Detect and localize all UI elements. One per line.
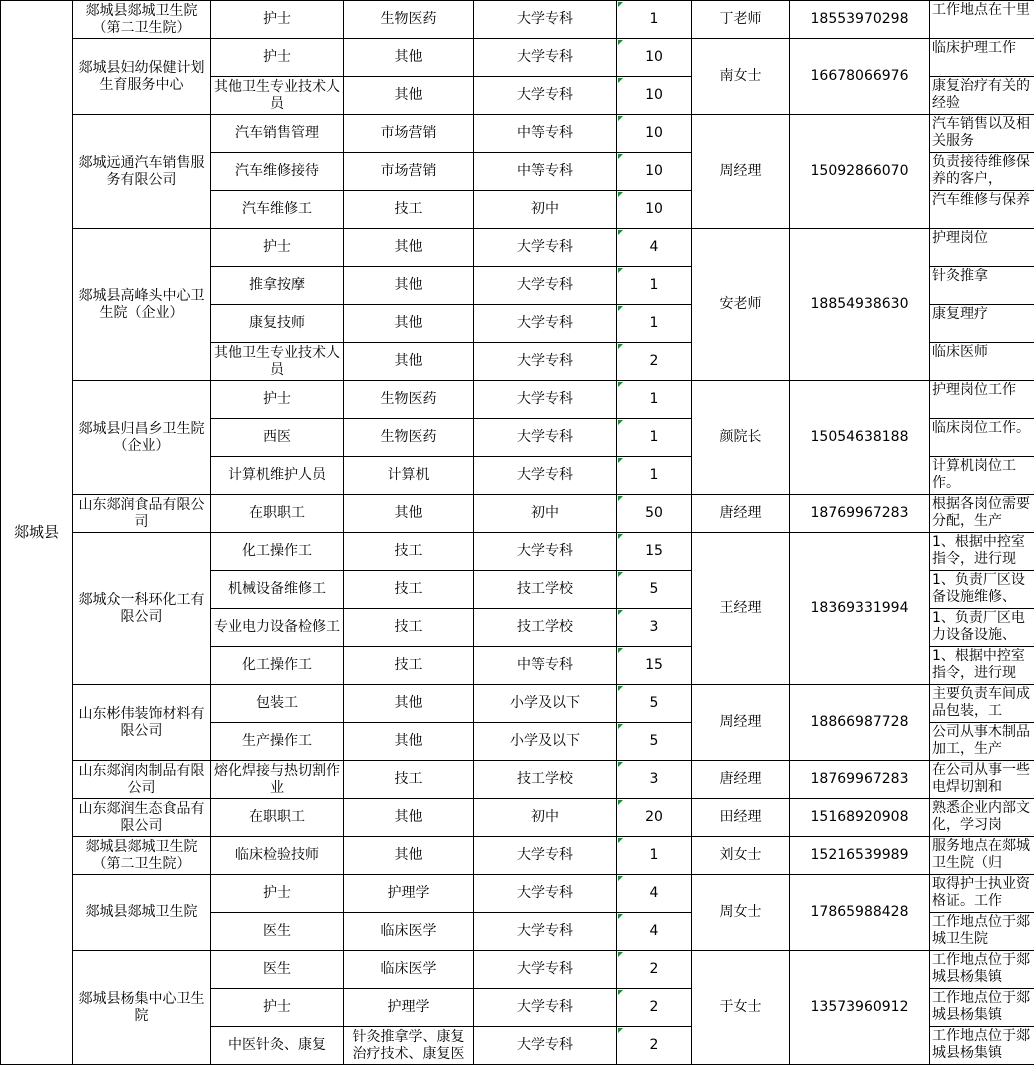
education-cell: 大学专科 bbox=[474, 533, 617, 571]
contact-cell: 唐经理 bbox=[692, 761, 790, 799]
major-cell: 技工 bbox=[344, 571, 474, 609]
education-cell: 大学专科 bbox=[474, 1, 617, 39]
note-text: 根据各岗位需要分配，生产 bbox=[932, 496, 1030, 529]
major-cell: 市场营销 bbox=[344, 115, 474, 153]
position-cell: 西医 bbox=[211, 419, 344, 457]
note-cell bbox=[930, 799, 1034, 837]
education-cell: 小学及以下 bbox=[474, 685, 617, 723]
position-cell: 汽车维修工 bbox=[211, 191, 344, 229]
note-text: 负责接待维修保养的客户， bbox=[932, 154, 1030, 187]
phone-cell: 13573960912 bbox=[790, 951, 930, 1065]
education-cell: 大学专科 bbox=[474, 875, 617, 913]
count-cell: 20 bbox=[617, 799, 692, 837]
note-cell bbox=[930, 39, 1034, 77]
note-text: 临床医师 bbox=[932, 344, 988, 360]
company-cell: 郯城远通汽车销售服务有限公司 bbox=[73, 115, 211, 229]
education-cell: 初中 bbox=[474, 799, 617, 837]
contact-cell: 周经理 bbox=[692, 115, 790, 229]
company-cell: 郯城县郯城卫生院（第二卫生院） bbox=[73, 1, 211, 39]
major-cell: 其他 bbox=[344, 77, 474, 115]
table-row bbox=[1, 533, 1034, 571]
count-cell: 1 bbox=[617, 381, 692, 419]
note-cell bbox=[930, 1, 1034, 39]
phone-cell: 17865988428 bbox=[790, 875, 930, 951]
major-cell: 技工 bbox=[344, 647, 474, 685]
note-cell bbox=[930, 267, 1034, 305]
position-cell: 汽车销售管理 bbox=[211, 115, 344, 153]
company-cell: 郯城县妇幼保健计划生育服务中心 bbox=[73, 39, 211, 115]
position-cell: 护士 bbox=[211, 989, 344, 1027]
phone-cell: 16678066976 bbox=[790, 39, 930, 115]
count-cell: 2 bbox=[617, 951, 692, 989]
major-cell: 技工 bbox=[344, 191, 474, 229]
note-cell bbox=[930, 647, 1034, 685]
note-text: 1、负责厂区电力设备设施、 bbox=[932, 610, 1025, 643]
note-cell bbox=[930, 305, 1034, 343]
phone-cell: 15054638188 bbox=[790, 381, 930, 495]
major-cell: 生物医药 bbox=[344, 419, 474, 457]
education-cell: 大学专科 bbox=[474, 951, 617, 989]
phone-cell: 18769967283 bbox=[790, 495, 930, 533]
note-text: 1、根据中控室指令，进行现 bbox=[932, 534, 1025, 567]
table-row bbox=[1, 229, 1034, 267]
note-cell bbox=[930, 837, 1034, 875]
position-cell: 其他卫生专业技术人员 bbox=[211, 343, 344, 381]
company-cell: 山东彬伟装饰材料有限公司 bbox=[73, 685, 211, 761]
education-cell: 大学专科 bbox=[474, 267, 617, 305]
phone-cell: 18553970298 bbox=[790, 1, 930, 39]
education-cell: 大学专科 bbox=[474, 457, 617, 495]
education-cell: 技工学校 bbox=[474, 609, 617, 647]
contact-cell: 颜院长 bbox=[692, 381, 790, 495]
phone-cell: 18866987728 bbox=[790, 685, 930, 761]
education-cell: 大学专科 bbox=[474, 229, 617, 267]
count-cell: 5 bbox=[617, 723, 692, 761]
note-cell bbox=[930, 191, 1034, 229]
note-text: 临床护理工作 bbox=[932, 40, 1016, 56]
count-cell: 15 bbox=[617, 533, 692, 571]
major-cell: 临床医学 bbox=[344, 913, 474, 951]
note-text: 汽车销售以及相关服务 bbox=[932, 116, 1030, 149]
major-cell: 临床医学 bbox=[344, 951, 474, 989]
contact-cell: 安老师 bbox=[692, 229, 790, 381]
note-text: 工作地点位于郯城县杨集镇 bbox=[932, 990, 1030, 1023]
note-cell bbox=[930, 533, 1034, 571]
note-text: 护理岗位 bbox=[932, 230, 988, 246]
major-cell: 生物医药 bbox=[344, 381, 474, 419]
major-cell: 计算机 bbox=[344, 457, 474, 495]
education-cell: 技工学校 bbox=[474, 571, 617, 609]
count-cell: 50 bbox=[617, 495, 692, 533]
position-cell: 护士 bbox=[211, 39, 344, 77]
company-cell: 郯城众一科环化工有限公司 bbox=[73, 533, 211, 685]
education-cell: 初中 bbox=[474, 495, 617, 533]
education-cell: 中等专科 bbox=[474, 153, 617, 191]
phone-cell: 15092866070 bbox=[790, 115, 930, 229]
contact-cell: 周女士 bbox=[692, 875, 790, 951]
phone-cell: 18769967283 bbox=[790, 761, 930, 799]
position-cell: 在职职工 bbox=[211, 799, 344, 837]
count-cell: 4 bbox=[617, 913, 692, 951]
major-cell: 其他 bbox=[344, 267, 474, 305]
note-cell bbox=[930, 153, 1034, 191]
position-cell: 医生 bbox=[211, 913, 344, 951]
count-cell: 10 bbox=[617, 77, 692, 115]
position-cell: 护士 bbox=[211, 381, 344, 419]
position-cell: 护士 bbox=[211, 229, 344, 267]
contact-cell: 丁老师 bbox=[692, 1, 790, 39]
note-cell bbox=[930, 457, 1034, 495]
position-cell: 护士 bbox=[211, 875, 344, 913]
position-cell: 推拿按摩 bbox=[211, 267, 344, 305]
note-text: 工作地点位于郯城县杨集镇 bbox=[932, 952, 1030, 985]
major-cell: 护理学 bbox=[344, 875, 474, 913]
table-row bbox=[1, 495, 1034, 533]
count-cell: 1 bbox=[617, 837, 692, 875]
note-text: 工作地点位于郯城县杨集镇 bbox=[932, 1028, 1030, 1061]
education-cell: 中等专科 bbox=[474, 115, 617, 153]
county-cell: 郯城县 bbox=[1, 1, 73, 1065]
contact-cell: 唐经理 bbox=[692, 495, 790, 533]
note-cell bbox=[930, 723, 1034, 761]
position-cell: 熔化焊接与热切割作业 bbox=[211, 761, 344, 799]
contact-cell: 田经理 bbox=[692, 799, 790, 837]
major-cell: 其他 bbox=[344, 685, 474, 723]
note-text: 服务地点在郯城卫生院（归 bbox=[932, 838, 1030, 871]
note-text: 取得护士执业资格证。工作 bbox=[932, 876, 1030, 909]
note-text: 1、负责厂区设备设施维修、 bbox=[932, 572, 1025, 605]
note-text: 工作地点位于郯城卫生院 bbox=[932, 914, 1030, 947]
contact-cell: 南女士 bbox=[692, 39, 790, 115]
education-cell: 大学专科 bbox=[474, 39, 617, 77]
position-cell: 专业电力设备检修工 bbox=[211, 609, 344, 647]
note-text: 汽车维修与保养 bbox=[932, 192, 1030, 208]
count-cell: 4 bbox=[617, 875, 692, 913]
major-cell: 其他 bbox=[344, 343, 474, 381]
position-cell: 生产操作工 bbox=[211, 723, 344, 761]
count-cell: 5 bbox=[617, 685, 692, 723]
phone-cell: 18369331994 bbox=[790, 533, 930, 685]
position-cell: 其他卫生专业技术人员 bbox=[211, 77, 344, 115]
contact-cell: 于女士 bbox=[692, 951, 790, 1065]
education-cell: 初中 bbox=[474, 191, 617, 229]
note-cell bbox=[930, 571, 1034, 609]
major-cell: 市场营销 bbox=[344, 153, 474, 191]
count-cell: 2 bbox=[617, 1027, 692, 1065]
major-cell: 生物医药 bbox=[344, 1, 474, 39]
major-cell: 技工 bbox=[344, 761, 474, 799]
major-cell: 其他 bbox=[344, 229, 474, 267]
education-cell: 大学专科 bbox=[474, 305, 617, 343]
count-cell: 10 bbox=[617, 115, 692, 153]
count-cell: 3 bbox=[617, 609, 692, 647]
note-text: 主要负责车间成品包装，工 bbox=[932, 686, 1030, 719]
major-cell: 其他 bbox=[344, 723, 474, 761]
company-cell: 郯城县郯城卫生院（第二卫生院） bbox=[73, 837, 211, 875]
count-cell: 10 bbox=[617, 39, 692, 77]
count-cell: 1 bbox=[617, 267, 692, 305]
major-cell: 其他 bbox=[344, 495, 474, 533]
note-cell bbox=[930, 381, 1034, 419]
note-cell bbox=[930, 685, 1034, 723]
major-cell: 其他 bbox=[344, 837, 474, 875]
count-cell: 2 bbox=[617, 989, 692, 1027]
note-text: 1、根据中控室指令，进行现 bbox=[932, 648, 1025, 681]
education-cell: 大学专科 bbox=[474, 837, 617, 875]
education-cell: 大学专科 bbox=[474, 381, 617, 419]
table-row bbox=[1, 115, 1034, 153]
table-row bbox=[1, 837, 1034, 875]
table-row bbox=[1, 39, 1034, 77]
note-text: 康复理疗 bbox=[932, 306, 988, 322]
note-cell bbox=[930, 989, 1034, 1027]
table-body bbox=[1, 1, 1034, 1065]
company-cell: 郯城县归昌乡卫生院（企业） bbox=[73, 381, 211, 495]
note-cell bbox=[930, 1027, 1034, 1065]
education-cell: 大学专科 bbox=[474, 77, 617, 115]
count-cell: 3 bbox=[617, 761, 692, 799]
major-cell: 技工 bbox=[344, 533, 474, 571]
count-cell: 2 bbox=[617, 343, 692, 381]
company-cell: 郯城县郯城卫生院 bbox=[73, 875, 211, 951]
position-cell: 机械设备维修工 bbox=[211, 571, 344, 609]
note-cell bbox=[930, 761, 1034, 799]
position-cell: 包装工 bbox=[211, 685, 344, 723]
count-cell: 4 bbox=[617, 229, 692, 267]
note-cell bbox=[930, 229, 1034, 267]
position-cell: 医生 bbox=[211, 951, 344, 989]
count-cell: 1 bbox=[617, 457, 692, 495]
position-cell: 计算机维护人员 bbox=[211, 457, 344, 495]
count-cell: 5 bbox=[617, 571, 692, 609]
education-cell: 中等专科 bbox=[474, 647, 617, 685]
table-row bbox=[1, 685, 1034, 723]
education-cell: 大学专科 bbox=[474, 343, 617, 381]
note-cell bbox=[930, 343, 1034, 381]
company-cell: 山东郯润生态食品有限公司 bbox=[73, 799, 211, 837]
note-cell bbox=[930, 875, 1034, 913]
education-cell: 小学及以下 bbox=[474, 723, 617, 761]
note-text: 临床岗位工作。 bbox=[932, 420, 1030, 436]
count-cell: 1 bbox=[617, 419, 692, 457]
contact-cell: 王经理 bbox=[692, 533, 790, 685]
contact-cell: 周经理 bbox=[692, 685, 790, 761]
major-cell: 其他 bbox=[344, 799, 474, 837]
major-cell: 其他 bbox=[344, 39, 474, 77]
note-text: 公司从事木制品加工，生产 bbox=[932, 724, 1030, 757]
note-cell bbox=[930, 951, 1034, 989]
note-cell bbox=[930, 913, 1034, 951]
note-text: 计算机岗位工作。 bbox=[932, 458, 1016, 491]
phone-cell: 15216539989 bbox=[790, 837, 930, 875]
phone-cell: 15168920908 bbox=[790, 799, 930, 837]
company-cell: 山东郯润肉制品有限公司 bbox=[73, 761, 211, 799]
table-row bbox=[1, 1, 1034, 39]
table-row bbox=[1, 799, 1034, 837]
note-text: 工作地点在十里 bbox=[932, 2, 1030, 18]
major-cell: 技工 bbox=[344, 609, 474, 647]
count-cell: 1 bbox=[617, 1, 692, 39]
major-cell: 其他 bbox=[344, 305, 474, 343]
position-cell: 临床检验技师 bbox=[211, 837, 344, 875]
education-cell: 大学专科 bbox=[474, 989, 617, 1027]
position-cell: 中医针灸、康复 bbox=[211, 1027, 344, 1065]
note-text: 康复治疗有关的经验 bbox=[932, 78, 1030, 111]
position-cell: 在职职工 bbox=[211, 495, 344, 533]
note-cell bbox=[930, 419, 1034, 457]
education-cell: 大学专科 bbox=[474, 1027, 617, 1065]
major-cell: 针灸推拿学、康复治疗技术、康复医 bbox=[344, 1027, 474, 1065]
position-cell: 化工操作工 bbox=[211, 647, 344, 685]
count-cell: 1 bbox=[617, 305, 692, 343]
table-row bbox=[1, 761, 1034, 799]
table-row bbox=[1, 875, 1034, 913]
company-cell: 山东郯润食品有限公司 bbox=[73, 495, 211, 533]
count-cell: 10 bbox=[617, 153, 692, 191]
position-cell: 护士 bbox=[211, 1, 344, 39]
count-cell: 10 bbox=[617, 191, 692, 229]
position-cell: 康复技师 bbox=[211, 305, 344, 343]
phone-cell: 18854938630 bbox=[790, 229, 930, 381]
company-cell: 郯城县高峰头中心卫生院（企业） bbox=[73, 229, 211, 381]
note-text: 护理岗位工作 bbox=[932, 382, 1016, 398]
major-cell: 护理学 bbox=[344, 989, 474, 1027]
contact-cell: 刘女士 bbox=[692, 837, 790, 875]
note-text: 针灸推拿 bbox=[932, 268, 988, 284]
position-cell: 化工操作工 bbox=[211, 533, 344, 571]
note-cell bbox=[930, 115, 1034, 153]
note-text: 熟悉企业内部文化，学习岗 bbox=[932, 800, 1030, 833]
table-row bbox=[1, 951, 1034, 989]
note-cell bbox=[930, 495, 1034, 533]
note-text: 在公司从事一些电焊切割和 bbox=[932, 762, 1030, 795]
count-cell: 15 bbox=[617, 647, 692, 685]
note-cell bbox=[930, 609, 1034, 647]
education-cell: 大学专科 bbox=[474, 913, 617, 951]
note-cell bbox=[930, 77, 1034, 115]
education-cell: 技工学校 bbox=[474, 761, 617, 799]
table-row bbox=[1, 381, 1034, 419]
company-cell: 郯城县杨集中心卫生院 bbox=[73, 951, 211, 1065]
education-cell: 大学专科 bbox=[474, 419, 617, 457]
position-cell: 汽车维修接待 bbox=[211, 153, 344, 191]
